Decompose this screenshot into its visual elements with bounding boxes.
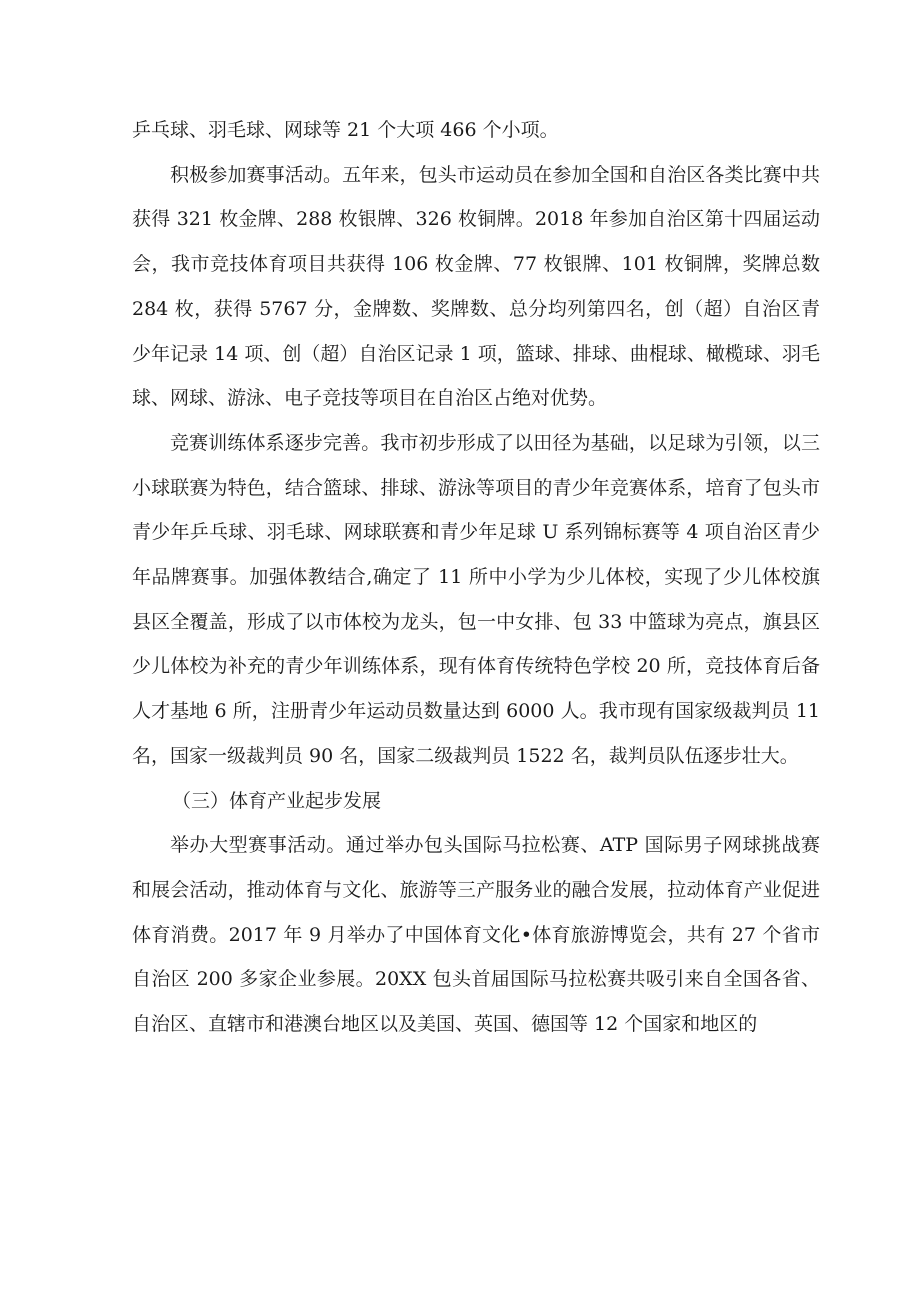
paragraph-competition-results: 积极参加赛事活动。五年来，包头市运动员在参加全国和自治区各类比赛中共获得 321 枚金牌、288 枚银牌、326 枚铜牌。2018 年参加自治区第十四届运动会，我市竞技体育项目共获得 106 枚金牌、77 枚银牌、101 枚铜牌，奖牌总数 284 枚，获得 5767 分，金牌数、奖牌数、总分均列第四名，创（超）自治区青少年记录 14 项、创（超）自治区记录 1 项，篮球、排球、曲棍球、橄榄球、羽毛球、网球、游泳、电子竞技等项目在自治区占绝对优势。: [132, 163, 820, 410]
section-heading: （三）体育产业起步发展: [172, 789, 382, 812]
document-body: [132, 108, 820, 1047]
paragraph-training-system: 竞赛训练体系逐步完善。我市初步形成了以田径为基础，以足球为引领，以三小球联赛为特色，结合篮球、排球、游泳等项目的青少年竞赛体系，培育了包头市青少年乒乓球、羽毛球、网球联赛和青少年足球 U 系列锦标赛等 4 项自治区青少年品牌赛事。加强体教结合,确定了 11 所中小学为少儿体校，实现了少儿体校旗县区全覆盖，形成了以市体校为龙头，包一中女排、包 33 中篮球为亮点，旗县区少儿体校为补充的青少年训练体系，现有体育传统特色学校 20 所，竞技体育后备人才基地 6 所，注册青少年运动员数量达到 6000 人。我市现有国家级裁判员 11 名，国家一级裁判员 90 名，国家二级裁判员 1522 名，裁判员队伍逐步壮大。: [132, 431, 820, 767]
paragraph-continuation: 乒乓球、羽毛球、网球等 21 个大项 466 个小项。: [132, 119, 559, 141]
paragraph-major-events: 举办大型赛事活动。通过举办包头国际马拉松赛、ATP 国际男子网球挑战赛和展会活动，推动体育与文化、旅游等三产服务业的融合发展，拉动体育产业促进体育消费。2017 年 9 月举办了中国体育文化•体育旅游博览会，共有 27 个省市自治区 200 多家企业参展。20XX 包头首届国际马拉松赛共吸引来自全国各省、自治区、直辖市和港澳台地区以及美国、英国、德国等 12 个国家和地区的: [132, 834, 820, 1036]
